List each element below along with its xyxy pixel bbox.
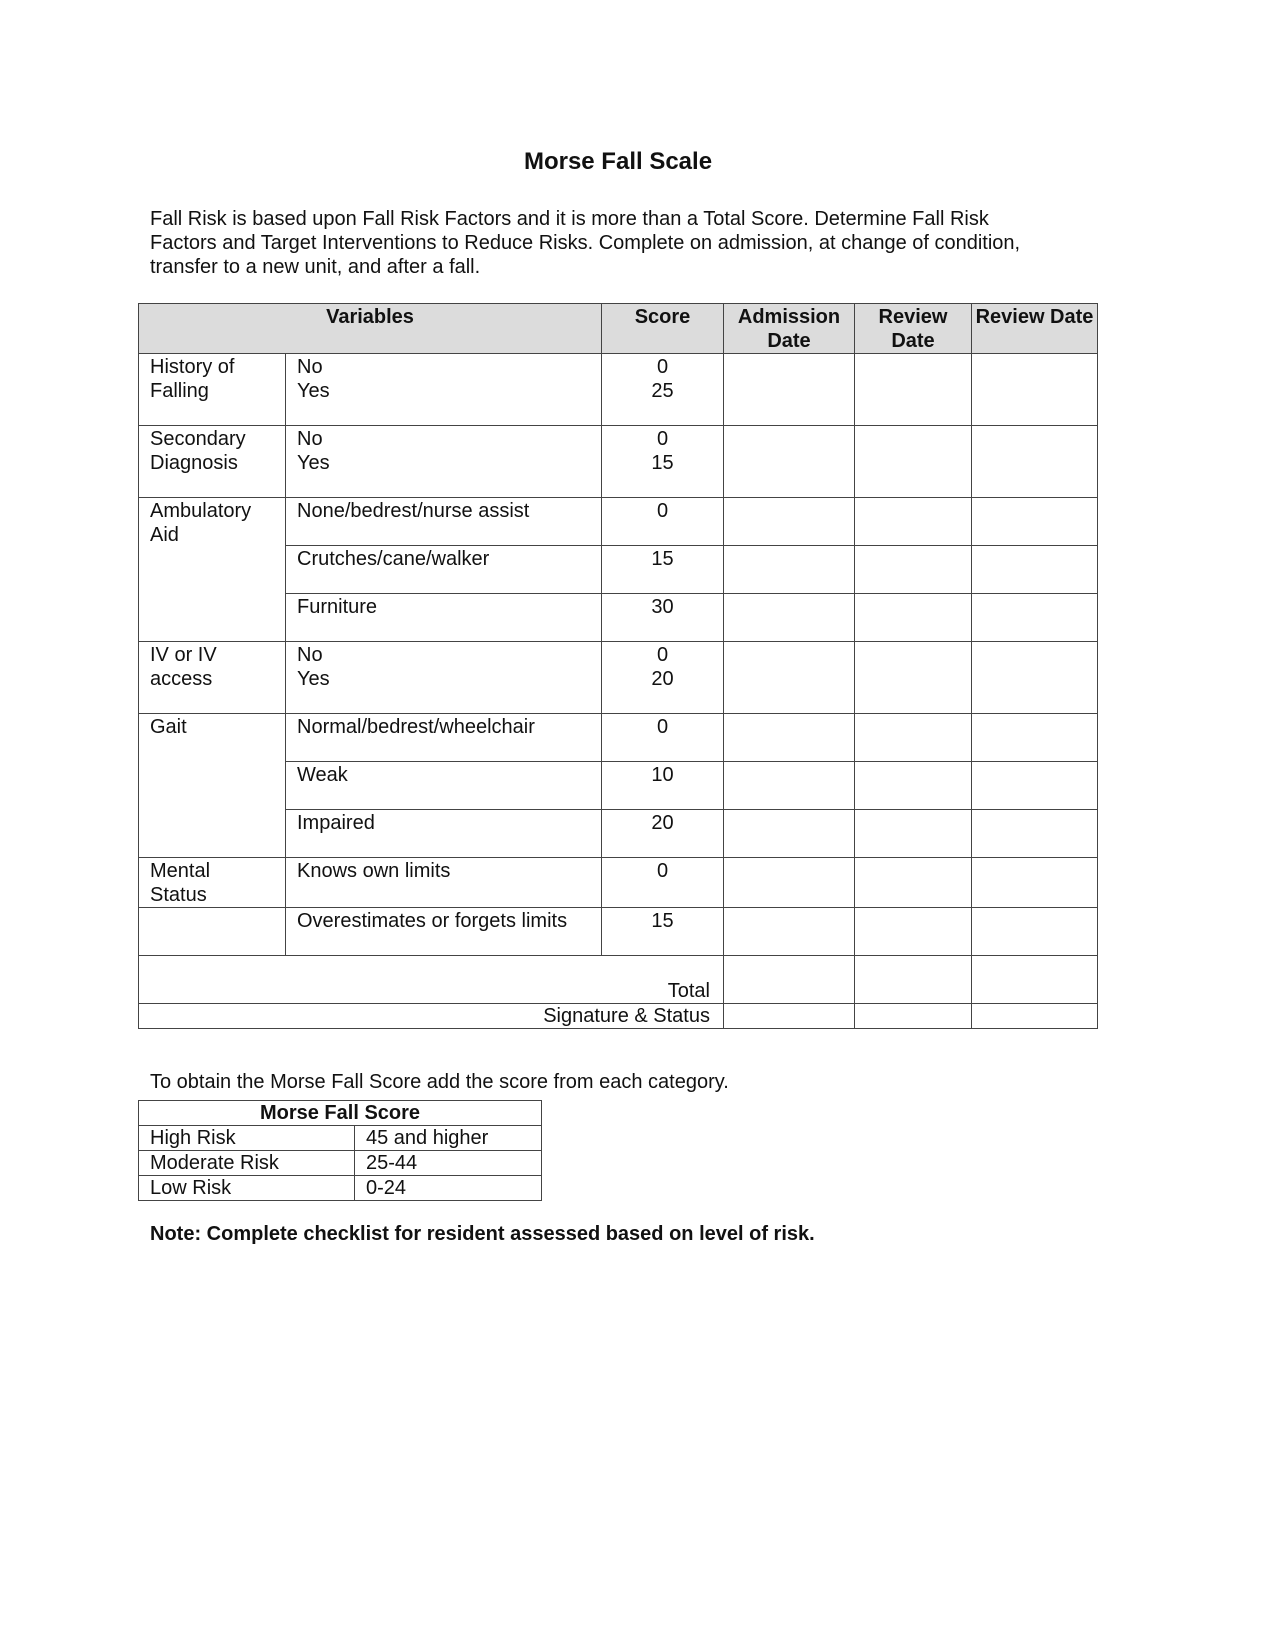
option-cell: Impaired bbox=[286, 810, 602, 858]
admission-date-cell[interactable] bbox=[724, 858, 855, 908]
intro-line: transfer to a new unit, and after a fall. bbox=[150, 256, 481, 278]
option-cell: Overestimates or forgets limits bbox=[286, 908, 602, 956]
review-date-cell[interactable] bbox=[972, 354, 1098, 426]
score-cell: 0 20 bbox=[602, 642, 724, 714]
risk-range: 0-24 bbox=[355, 1176, 542, 1201]
table-row bbox=[139, 908, 1098, 956]
score-cell: 10 bbox=[602, 762, 724, 810]
table-row bbox=[139, 1176, 542, 1201]
score-table-header: Morse Fall Score bbox=[139, 1101, 542, 1126]
score-cell: 0 bbox=[602, 714, 724, 762]
admission-date-cell[interactable] bbox=[724, 762, 855, 810]
admission-date-cell[interactable] bbox=[724, 426, 855, 498]
header-review-date-1: Review Date bbox=[855, 304, 972, 354]
signature-status-label: Signature & Status bbox=[139, 1004, 724, 1029]
table-row bbox=[139, 498, 1098, 546]
option-cell: No Yes bbox=[286, 426, 602, 498]
review-date-cell[interactable] bbox=[855, 858, 972, 908]
admission-date-cell[interactable] bbox=[724, 354, 855, 426]
review-date-cell[interactable] bbox=[972, 810, 1098, 858]
score-cell: 15 bbox=[602, 546, 724, 594]
signature-row bbox=[139, 1004, 1098, 1029]
table-row bbox=[139, 1126, 542, 1151]
signature-admission-cell[interactable] bbox=[724, 1004, 855, 1029]
signature-review-cell[interactable] bbox=[855, 1004, 972, 1029]
total-review-cell[interactable] bbox=[855, 956, 972, 1004]
intro-line: Fall Risk is based upon Fall Risk Factors and it is more than a Total Score. Determine Fall Risk bbox=[150, 208, 989, 230]
header-row bbox=[139, 304, 1098, 354]
intro-paragraph bbox=[150, 207, 1080, 279]
risk-range: 25-44 bbox=[355, 1151, 542, 1176]
total-row bbox=[139, 956, 1098, 1004]
category-mental-status: Mental Status bbox=[139, 858, 286, 908]
admission-date-cell[interactable] bbox=[724, 594, 855, 642]
review-date-cell[interactable] bbox=[855, 354, 972, 426]
option-cell: No Yes bbox=[286, 642, 602, 714]
option-cell: Furniture bbox=[286, 594, 602, 642]
review-date-cell[interactable] bbox=[972, 498, 1098, 546]
admission-date-cell[interactable] bbox=[724, 498, 855, 546]
score-cell: 0 bbox=[602, 858, 724, 908]
fall-scale-table bbox=[138, 303, 1098, 1029]
review-date-cell[interactable] bbox=[855, 642, 972, 714]
category-secondary-diagnosis: Secondary Diagnosis bbox=[139, 426, 286, 498]
risk-range: 45 and higher bbox=[355, 1126, 542, 1151]
table-row bbox=[139, 426, 1098, 498]
option-cell: Knows own limits bbox=[286, 858, 602, 908]
review-date-cell[interactable] bbox=[855, 498, 972, 546]
review-date-cell[interactable] bbox=[972, 762, 1098, 810]
option-cell: None/bedrest/nurse assist bbox=[286, 498, 602, 546]
category-history-of-falling: History of Falling bbox=[139, 354, 286, 426]
instruction-text: To obtain the Morse Fall Score add the score from each category. bbox=[150, 1071, 729, 1093]
total-review-cell[interactable] bbox=[972, 956, 1098, 1004]
table-row bbox=[139, 354, 1098, 426]
score-cell: 0 bbox=[602, 498, 724, 546]
header-score: Score bbox=[602, 304, 724, 354]
review-date-cell[interactable] bbox=[855, 594, 972, 642]
admission-date-cell[interactable] bbox=[724, 546, 855, 594]
option-cell: Crutches/cane/walker bbox=[286, 546, 602, 594]
review-date-cell[interactable] bbox=[855, 908, 972, 956]
review-date-cell[interactable] bbox=[972, 714, 1098, 762]
header-admission-date: Admission Date bbox=[724, 304, 855, 354]
review-date-cell[interactable] bbox=[972, 546, 1098, 594]
review-date-cell[interactable] bbox=[972, 642, 1098, 714]
score-cell: 0 15 bbox=[602, 426, 724, 498]
total-admission-cell[interactable] bbox=[724, 956, 855, 1004]
option-cell: Weak bbox=[286, 762, 602, 810]
signature-review-cell[interactable] bbox=[972, 1004, 1098, 1029]
score-cell: 0 25 bbox=[602, 354, 724, 426]
review-date-cell[interactable] bbox=[855, 810, 972, 858]
risk-level: Low Risk bbox=[139, 1176, 355, 1201]
risk-level: Moderate Risk bbox=[139, 1151, 355, 1176]
table-row bbox=[139, 1151, 542, 1176]
admission-date-cell[interactable] bbox=[724, 908, 855, 956]
category-iv-access: IV or IV access bbox=[139, 642, 286, 714]
option-cell: No Yes bbox=[286, 354, 602, 426]
admission-date-cell[interactable] bbox=[724, 642, 855, 714]
admission-date-cell[interactable] bbox=[724, 810, 855, 858]
page-title: Morse Fall Scale bbox=[523, 148, 713, 175]
admission-date-cell[interactable] bbox=[724, 714, 855, 762]
review-date-cell[interactable] bbox=[855, 762, 972, 810]
score-cell: 20 bbox=[602, 810, 724, 858]
table-row bbox=[139, 714, 1098, 762]
review-date-cell[interactable] bbox=[972, 426, 1098, 498]
morse-fall-score-table bbox=[138, 1100, 542, 1201]
category-gait: Gait bbox=[139, 714, 286, 858]
table-row bbox=[139, 858, 1098, 908]
header-variables: Variables bbox=[139, 304, 602, 354]
table-row bbox=[139, 642, 1098, 714]
note-text: Note: Complete checklist for resident assessed based on level of risk. bbox=[150, 1223, 815, 1245]
review-date-cell[interactable] bbox=[972, 594, 1098, 642]
review-date-cell[interactable] bbox=[855, 546, 972, 594]
risk-level: High Risk bbox=[139, 1126, 355, 1151]
review-date-cell[interactable] bbox=[855, 714, 972, 762]
review-date-cell[interactable] bbox=[972, 858, 1098, 908]
review-date-cell[interactable] bbox=[972, 908, 1098, 956]
review-date-cell[interactable] bbox=[855, 426, 972, 498]
score-cell: 15 bbox=[602, 908, 724, 956]
total-label: Total bbox=[139, 956, 724, 1004]
intro-line: Factors and Target Interventions to Reduce Risks. Complete on admission, at change of condition, bbox=[150, 232, 1021, 254]
empty-category-cell bbox=[139, 908, 286, 956]
category-ambulatory-aid: Ambulatory Aid bbox=[139, 498, 286, 642]
header-review-date-2: Review Date bbox=[972, 304, 1098, 354]
score-cell: 30 bbox=[602, 594, 724, 642]
option-cell: Normal/bedrest/wheelchair bbox=[286, 714, 602, 762]
